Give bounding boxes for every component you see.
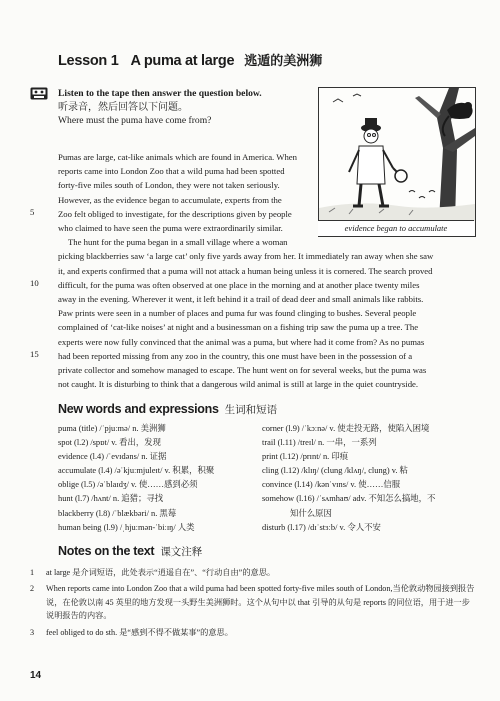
lesson-title-zh: 逃遁的美洲狮 (244, 53, 323, 68)
note-number: 3 (30, 627, 35, 637)
passage-line: Zoo felt obliged to investigate, for the descriptions given by people (58, 208, 292, 219)
note-item (30, 582, 476, 622)
vocab-entry: trail (l.11) /treɪl/ n. 一串，一系列 (262, 438, 377, 448)
note-item (30, 626, 476, 639)
passage-line: However, as the evidence began to accumulate, experts from the (58, 194, 282, 205)
vocab-entry: corner (l.9) /ˈkɔːnə/ v. 使走投无路，使陷入困境 (262, 424, 430, 433)
vocab-entry: cling (l.12) /klɪŋ/ (clung /klʌŋ/, clung) v. 粘 (262, 466, 408, 476)
line-number: 15 (30, 348, 39, 359)
question: Where must the puma have come from? (58, 115, 212, 126)
vocab-right-column (262, 422, 435, 535)
lesson-title (58, 50, 322, 69)
passage-line: forty-five miles south of London, they were not taken seriously. (58, 180, 280, 191)
passage-line: had been reported missing from any zoo in the country, this one must have been in the possession of a (58, 350, 413, 361)
notes-list (30, 566, 476, 639)
listening-instructions (58, 87, 308, 127)
passage-line: complained of ‘cat-like noises’ at night and a businessman on a fishing trip saw the puma up a tree. The (58, 322, 419, 333)
note-text: When reports came into London Zoo that a wild puma had been spotted forty-five miles south of London,当伦敦动物园接到报告说，在伦敦以南 45 英里的地方发现一头野生美洲狮时。这个从句中以 that 引导的从句是 reports 的同位语，用于进一步说明报告的内容。 (46, 584, 475, 621)
illustration-drawing (319, 88, 475, 221)
vocab-left-column (58, 422, 214, 535)
passage-full (58, 249, 433, 391)
lesson-number: Lesson 1 (58, 53, 119, 69)
passage-line: experts were now fully convinced that the animal was a puma, but where had it come from? As no pumas (58, 336, 425, 347)
vocab-entry: oblige (l.5) /əˈblaɪdʒ/ v. 使……感到必须 (58, 480, 198, 490)
page-number: 14 (30, 670, 42, 681)
vocab-entry: spot (l.2) /spɒt/ v. 看出，发现 (58, 438, 161, 448)
line-number: 10 (30, 277, 39, 288)
passage-line: picking blackberries saw ‘a large cat’ only five yards away from her. It immediately ran away when she saw (58, 251, 434, 262)
vocab-entry: puma (title) /ˈpjuːmə/ n. 美洲狮 (58, 424, 166, 433)
new-words-title-zh: 生词和短语 (224, 404, 278, 416)
notes-title-zh: 课文注释 (160, 546, 203, 558)
vocab-entry: disturb (l.17) /dɪˈstɜːb/ v. 令人不安 (262, 522, 381, 532)
new-words-heading (58, 402, 277, 417)
illustration-caption: evidence began to accumulate (318, 220, 474, 236)
vocab-entry: blackberry (l.8) /ˈblækbəri/ n. 黑莓 (58, 508, 177, 518)
passage-line: who claimed to have seen the puma were extraordinarily similar. (58, 223, 283, 234)
instruction-zh: 听录音，然后回答以下问题。 (58, 102, 188, 113)
note-number: 1 (30, 568, 35, 577)
line-number: 5 (30, 206, 35, 217)
puma-illustration (318, 87, 476, 237)
note-text: feel obliged to do sth. 是“感到不得不做某事”的意思。 (46, 627, 233, 637)
lesson-title-en: A puma at large (130, 53, 235, 69)
new-words-title: New words and expressions (58, 402, 219, 416)
passage-line: Pumas are large, cat-like animals which are found in America. When (58, 152, 297, 162)
notes-heading (58, 544, 202, 559)
vocab-entry: accumulate (l.4) /əˈkjuːmjuleɪt/ v. 积累，积聚 (58, 466, 215, 476)
passage-line: private collector and somehow managed to escape. The hunt went on for several weeks, but the puma was (58, 365, 427, 376)
passage-line: The hunt for the puma began in a small village where a woman (68, 237, 288, 248)
vocab-entry: human being (l.9) /ˌhjuːmən-ˈbiːɪŋ/ 人类 (58, 522, 195, 532)
instruction-en: Listen to the tape then answer the question below. (58, 88, 262, 99)
passage-line: away in the evening. Wherever it went, it left behind it a trail of dead deer and small animals like rabbits. (58, 294, 424, 304)
vocab-entry: hunt (l.7) /hʌnt/ n. 追猎；寻找 (58, 494, 164, 504)
note-text: at large 是介词短语，此处表示“逍遥自在”、“行动自由”的意思。 (46, 568, 276, 577)
passage-top (58, 150, 297, 249)
passage-line: reports came into London Zoo that a wild puma had been spotted (58, 166, 285, 177)
passage-line: not caught. It is disturbing to think that a dangerous wild animal is still at large in the quiet countryside. (58, 379, 419, 390)
passage-line: difficult, for the puma was often observed at one place in the morning and at another place twenty miles (58, 279, 420, 290)
cassette-tape-icon (30, 87, 48, 100)
passage-line: Paw prints were seen in a number of places and puma fur was found clinging to bushes. Several people (58, 308, 417, 319)
passage-line: it, and experts confirmed that a puma will not attack a human being unless it is cornered. The search proved (58, 265, 433, 276)
note-item (30, 566, 476, 579)
note-number: 2 (30, 584, 35, 594)
notes-title: Notes on the text (58, 544, 155, 558)
vocab-entry-continued: 知什么原因 (290, 508, 332, 518)
vocab-entry: convince (l.14) /kənˈvɪns/ v. 使……信服 (262, 480, 401, 490)
vocab-entry: evidence (l.4) /ˈevɪdəns/ n. 证据 (58, 452, 167, 462)
vocab-entry: somehow (l.16) /ˈsʌmhaʊ/ adv. 不知怎么搞地，不 (262, 494, 436, 504)
vocab-entry: print (l.12) /prɪnt/ n. 印痕 (262, 452, 349, 462)
